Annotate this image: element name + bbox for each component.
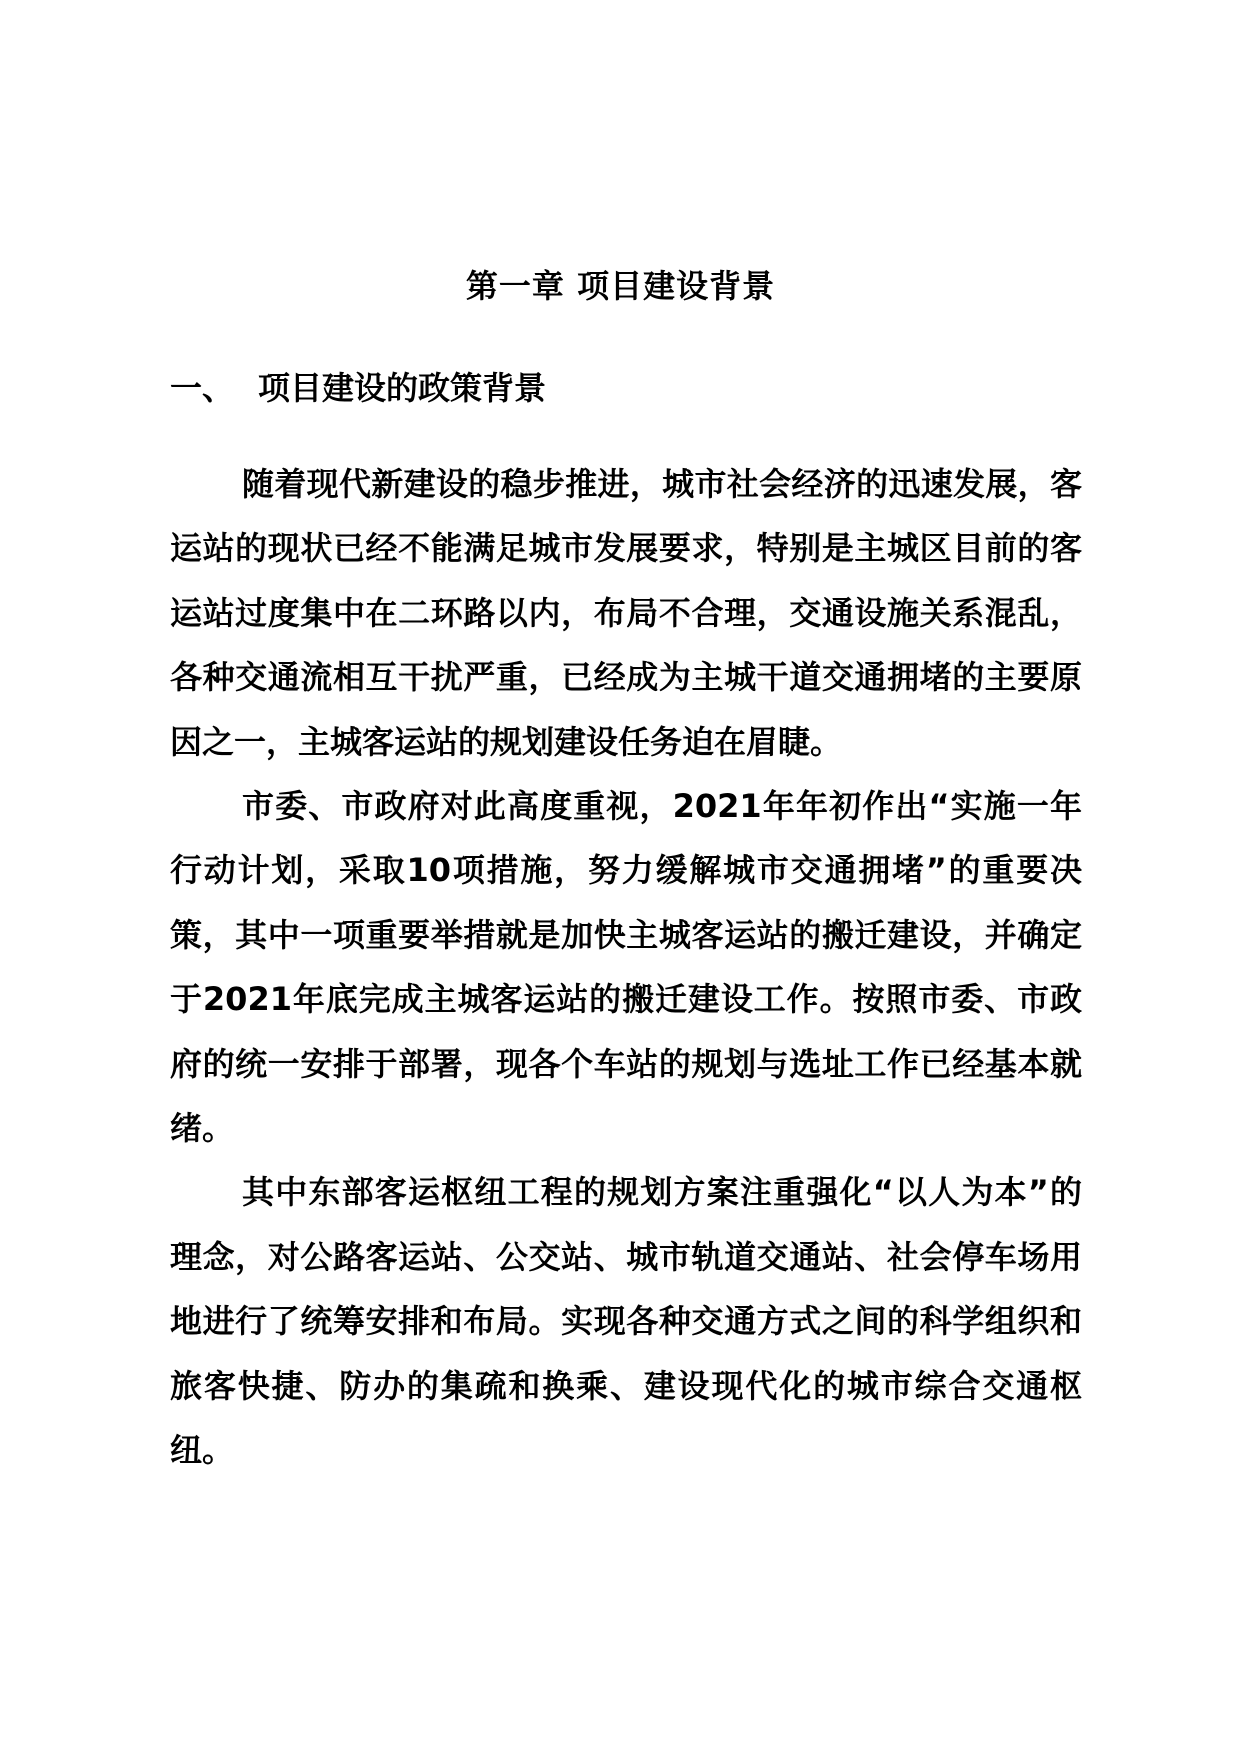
- chapter-title: 第一章 项目建设背景: [465, 267, 776, 305]
- paragraph-3: 其中东部客运枢纽工程的规划方案注重强化“以人为本”的理念，对公路客运站、公交站、城市轨道交通站、社会停车场用地进行了统筹安排和布局。实现各种交通方式之间的科学组织和旅客快捷、防办的集疏和换乘、建设现代化的城市综合交通枢纽。: [170, 1173, 1082, 1470]
- paragraph-2: 市委、市政府对此高度重视，2021年年初作出“实施一年行动计划，采取10项措施，努力缓解城市交通拥堵”的重要决策，其中一项重要举措就是加快主城客运站的搬迁建设，并确定于2021年底完成主城客运站的搬迁建设工作。按照市委、市政府的统一安排于部署，现各个车站的规划与选址工作已经基本就绪。: [170, 787, 1082, 1148]
- section-heading: [170, 364, 546, 412]
- paragraph-1: 随着现代新建设的稳步推进，城市社会经济的迅速发展，客运站的现状已经不能满足城市发展要求，特别是主城区目前的客运站过度集中在二环路以内，布局不合理，交通设施关系混乱，各种交通流相互干扰严重，已经成为主城干道交通拥堵的主要原因之一，主城客运站的规划建设任务迫在眉睫。: [170, 465, 1082, 761]
- body-text: [170, 452, 1082, 1483]
- section-number: 一、: [170, 369, 235, 407]
- section-title: 项目建设的政策背景: [258, 369, 547, 407]
